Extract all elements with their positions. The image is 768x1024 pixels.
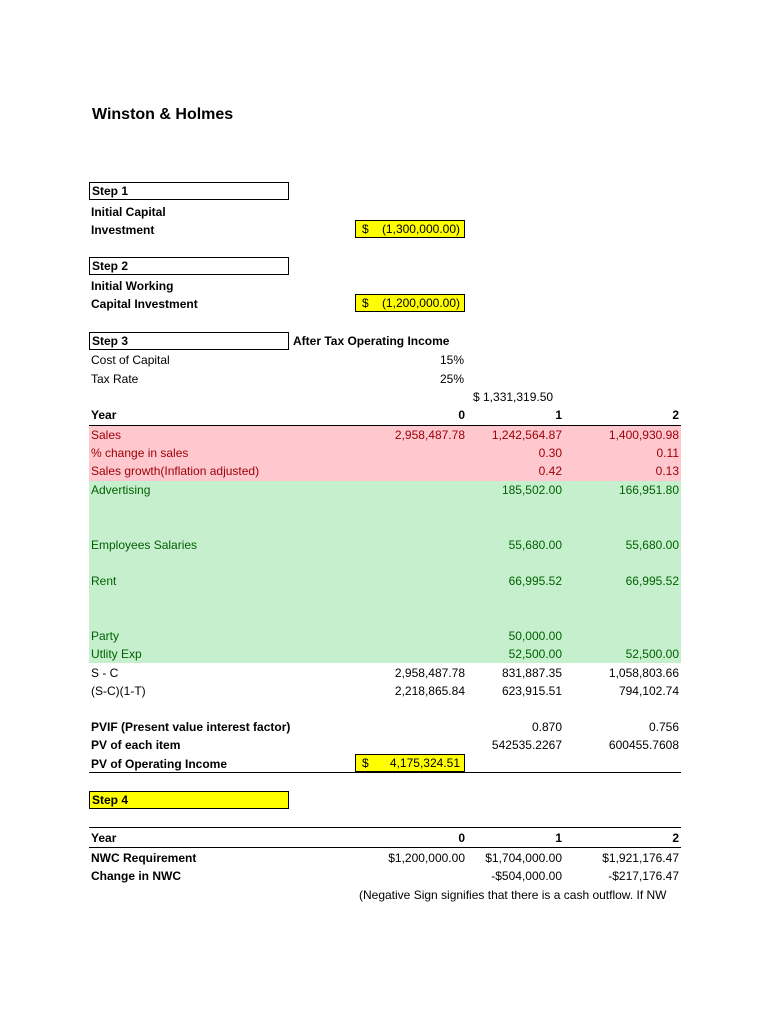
cell-y1: 50,000.00 [508, 629, 562, 643]
year-1: 1 [555, 408, 562, 422]
row-label: PVIF (Present value interest factor) [91, 720, 291, 734]
cell-y2: 794,102.74 [618, 684, 679, 698]
row-label: NWC Requirement [91, 851, 197, 865]
table-row-salaries [89, 536, 681, 554]
step2-line2: Capital Investment [91, 297, 198, 311]
row-label: S - C [91, 666, 119, 680]
amount-value: 4,175,324.51 [389, 756, 460, 770]
nwc-note: (Negative Sign signifies that there is a cash outflow. If NW [359, 888, 667, 902]
step3-caption: After Tax Operating Income [293, 334, 450, 348]
cell-y1: -$504,000.00 [491, 869, 562, 883]
year-label: Year [91, 408, 117, 422]
year-label: Year [91, 831, 117, 845]
row-label: Advertising [91, 483, 151, 497]
table-row-sales [89, 426, 681, 444]
row-label: Sales [91, 428, 122, 442]
cell-y2: 55,680.00 [625, 538, 679, 552]
tax-rate-value: 25% [439, 372, 464, 386]
step2-line1: Initial Working [91, 279, 174, 293]
cell-y1: 542535.2267 [491, 738, 562, 752]
year-0: 0 [458, 408, 465, 422]
row-label: Rent [91, 574, 117, 588]
step1-line1: Initial Capital [91, 205, 166, 219]
top-total-value: $ 1,331,319.50 [473, 390, 554, 404]
year-1: 1 [555, 831, 562, 845]
tax-rate-label: Tax Rate [91, 372, 139, 386]
cell-y2: 1,058,803.66 [608, 666, 679, 680]
cell-y0: $1,200,000.00 [388, 851, 465, 865]
row-label: PV of each item [91, 738, 181, 752]
table-row-rent [89, 572, 681, 590]
cell-y1: 52,500.00 [508, 647, 562, 661]
step4-header-row [89, 829, 681, 847]
row-label: (S-C)(1-T) [91, 684, 146, 698]
page-title: Winston & Holmes [92, 106, 234, 123]
cell-y2: 166,951.80 [618, 483, 679, 497]
year-2: 2 [672, 408, 679, 422]
table-row-party [89, 627, 681, 645]
step4-box: Step 4 [89, 791, 289, 809]
cell-y1: 185,502.00 [501, 483, 562, 497]
table-row-growth [89, 462, 681, 480]
cell-y1: $1,704,000.00 [485, 851, 562, 865]
table-row-pct-change [89, 444, 681, 462]
row-label: Party [91, 629, 120, 643]
row-label: Sales growth(Inflation adjusted) [91, 464, 260, 478]
cell-y2: 52,500.00 [625, 647, 679, 661]
pv-operating-income-cell [355, 754, 465, 772]
divider [89, 827, 681, 828]
step1-box: Step 1 [89, 182, 289, 200]
row-label: Utlity Exp [91, 647, 142, 661]
amount-value: (1,200,000.00) [381, 296, 460, 310]
table-row-s-c-t [89, 682, 681, 700]
step3-box: Step 3 [89, 332, 289, 350]
table-row-change-nwc [89, 867, 681, 885]
row-label: % change in sales [91, 446, 189, 460]
currency-symbol: $ [362, 296, 369, 310]
table-row-utility [89, 645, 681, 663]
cost-of-capital-value: 15% [439, 353, 464, 367]
cell-y2: 0.11 [656, 446, 679, 460]
cell-y2: 0.756 [648, 720, 679, 734]
cell-y2: 66,995.52 [625, 574, 679, 588]
amount-value: (1,300,000.00) [381, 222, 460, 236]
cell-y1: 1,242,564.87 [491, 428, 562, 442]
cell-y1: 0.870 [531, 720, 562, 734]
cell-y1: 55,680.00 [508, 538, 562, 552]
table-row-nwc-requirement [89, 849, 681, 867]
cell-y0: 2,958,487.78 [394, 428, 465, 442]
cell-y2: -$217,176.47 [608, 869, 679, 883]
year-0: 0 [458, 831, 465, 845]
row-label: Employees Salaries [91, 538, 198, 552]
cell-y2: $1,921,176.47 [602, 851, 679, 865]
cost-of-capital-label: Cost of Capital [91, 353, 170, 367]
divider [89, 847, 681, 848]
cell-y1: 831,887.35 [501, 666, 562, 680]
cell-y1: 66,995.52 [508, 574, 562, 588]
pv-operating-income-label: PV of Operating Income [91, 757, 228, 771]
cell-y1: 0.42 [538, 464, 562, 478]
currency-symbol: $ [362, 756, 369, 770]
currency-symbol: $ [362, 222, 369, 236]
initial-capital-investment-cell [355, 220, 465, 238]
row-label: Change in NWC [91, 869, 181, 883]
working-capital-investment-cell [355, 294, 465, 312]
cell-y0: 2,958,487.78 [394, 666, 465, 680]
step2-box: Step 2 [89, 257, 289, 275]
cell-y2: 0.13 [655, 464, 679, 478]
cell-y0: 2,218,865.84 [394, 684, 465, 698]
table-row-pv-item [89, 736, 681, 754]
table-row-advertising [89, 481, 681, 499]
table-header-row [89, 406, 681, 424]
cell-y1: 623,915.51 [501, 684, 562, 698]
cell-y2: 600455.7608 [608, 738, 679, 752]
table-row-s-c [89, 664, 681, 682]
divider [89, 772, 681, 773]
cell-y1: 0.30 [538, 446, 562, 460]
cell-y2: 1,400,930.98 [608, 428, 679, 442]
table-row-pvif [89, 718, 681, 736]
step1-line2: Investment [91, 223, 155, 237]
year-2: 2 [672, 831, 679, 845]
